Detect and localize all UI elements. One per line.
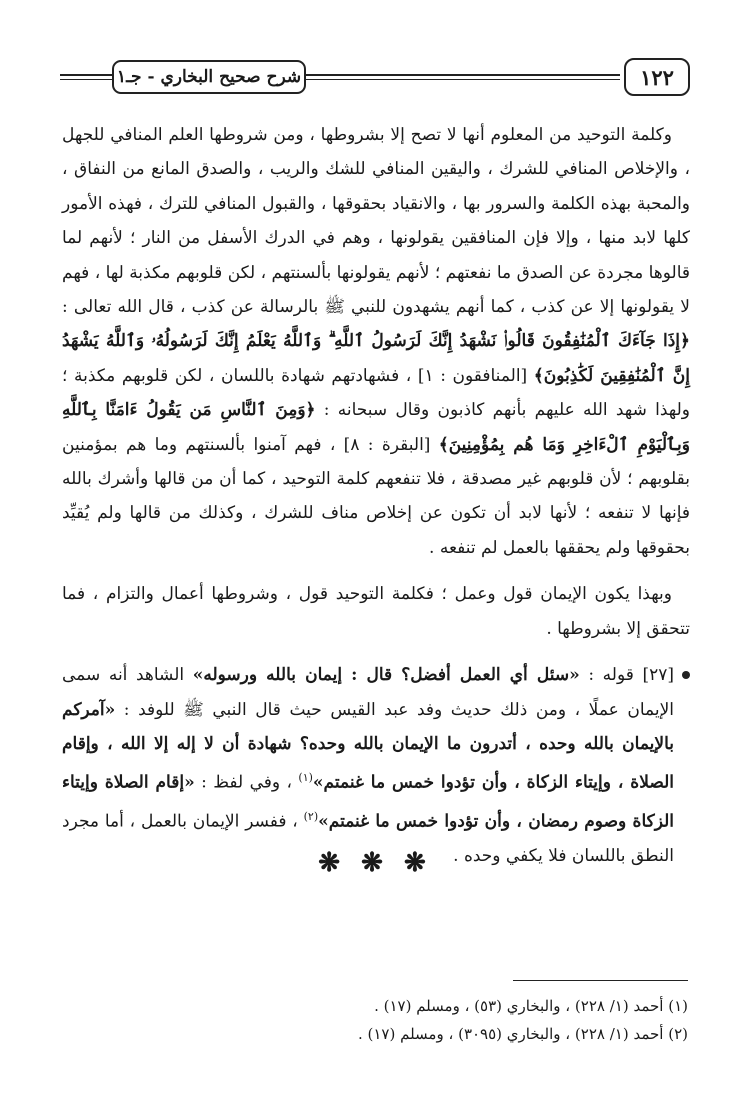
paragraph-iman-qawl-amal: وبهذا يكون الإيمان قول وعمل ؛ فكلمة التوحيد قول ، وشروطها أعمال والتزام ، فما تتحقق إلا بشروطها . [62,584,690,639]
hadith-commentary [62,658,690,874]
paragraph-text-cont: [المنافقون : ١] ، فشهادتهم شهادة باللسان ، لكن قلوبهم مكذبة ؛ ولهذا شهد الله عليهم بأنهم كاذبون وقال سبحانه : [62,365,690,421]
commentary-text: الشاهد أنه سمى الإيمان عملًا ، ومن ذلك حديث وفد عبد القيس حيث قال النبي ﷺ للوفد : [62,665,674,720]
hadith-quote: «إقام الصلاة وإيتاء الزكاة وصوم رمضان ، وأن تؤدوا خمس ما غنمتم» [62,772,675,833]
hadith-number: [٢٧] [642,665,674,686]
footnote: (١) أحمد (١/ ٢٢٨) ، والبخاري (٥٣) ، ومسلم (١٧) . [374,997,688,1015]
commentary-text: ، وفي لفظ : [194,772,299,793]
bullet-icon [682,671,690,679]
section-separator: ❋ ❋ ❋ [318,848,432,878]
quran-verse-baqarah: ﴿وَمِنَ ٱلنَّاسِ مَن يَقُولُ ءَامَنَّا بِٱللَّهِ وَبِٱلْيَوْمِ ٱلْءَاخِرِ وَمَا هُم بِمُؤْمِنِينَ﴾ [62,400,690,455]
paragraph-tawhid-conditions [62,118,690,565]
running-header [60,58,690,98]
book-title: شرح صحيح البخاري - جـ١ [112,60,306,94]
page-number: ١٢٢ [624,58,690,96]
commentary-text: ، ففسر الإيمان بالعمل ، أما مجرد النطق باللسان فلا يكفي وحده . [62,812,674,867]
quran-verse-munafiqun: ﴿إِذَا جَآءَكَ ٱلْمُنَٰفِقُونَ قَالُوا۟ نَشْهَدُ إِنَّكَ لَرَسُولُ ٱللَّهِ ۗ وَٱللَّهُ يَعْلَمُ إِنَّكَ لَرَسُولُهُۥ وَٱللَّهُ يَشْهَدُ إِنَّ ٱلْمُنَٰفِقِينَ لَكَٰذِبُونَ﴾ [62,331,690,386]
main-text [62,118,690,874]
footnote-rule [513,980,688,981]
footnotes [60,992,688,1048]
hadith-quote: «آمركم بالإيمان بالله وحده ، أتدرون ما الإيمان بالله وحده؟ شهادة أن لا إله إلا الله ، وإقام الصلاة ، وإيتاء الزكاة ، وأن تؤدوا خمس ما غنمتم» [62,699,675,793]
paragraph-text-end: [البقرة : ٨] ، فهم آمنوا بألسنتهم وما هم بمؤمنين بقلوبهم ؛ لأن قلوبهم غير مصدقة ، فلا تنفعهم كلمة التوحيد ، كما أن من قالها وأشرك بالله فإنها لا تنفعه ؛ لأنها لابد أن تكون عن إخلاص مناف للشرك ، وكذلك من قالها ولم يُقيِّد بحقوقها ولم يحققها بالعمل لم تنفعه . [62,434,690,558]
footnote-ref[interactable]: (٢) [303,810,319,824]
footnote: (٢) أحمد (١/ ٢٢٨) ، والبخاري (٣٠٩٥) ، ومسلم (١٧) . [357,1025,688,1043]
hadith-quote: «سئل أي العمل أفضل؟ قال : إيمان بالله ورسوله» [192,665,580,686]
paragraph-text: وكلمة التوحيد من المعلوم أنها لا تصح إلا بشروطها ، ومن شروطها العلم المنافي للجهل ، والإخلاص المنافي للشرك ، واليقين المنافي للشك والريب ، والصدق المانع من النفاق ، والمحبة بهذه الكلمة والسرور بها ، والانقياد بحقوقها ، والقبول المنافي للترك ، فهذه الأمور كلها لابد منها ، وإلا فإن المنافقين يقولونها ، وهم في الدرك الأسفل من النار ؛ لأنهم لما قالوها مجردة عن الصدق ما نفعتهم ؛ لأنهم يقولونها بألسنتهم ، لكن قلوبهم مكذبة لها ، فهم لا يقولونها إلا عن كذب ، كما أنهم يشهدون للنبي ﷺ بالرسالة عن كذب ، قال الله تعالى : [62,125,690,318]
footnote-ref[interactable]: (١) [298,771,313,785]
hadith-lead: قوله : [579,665,643,686]
